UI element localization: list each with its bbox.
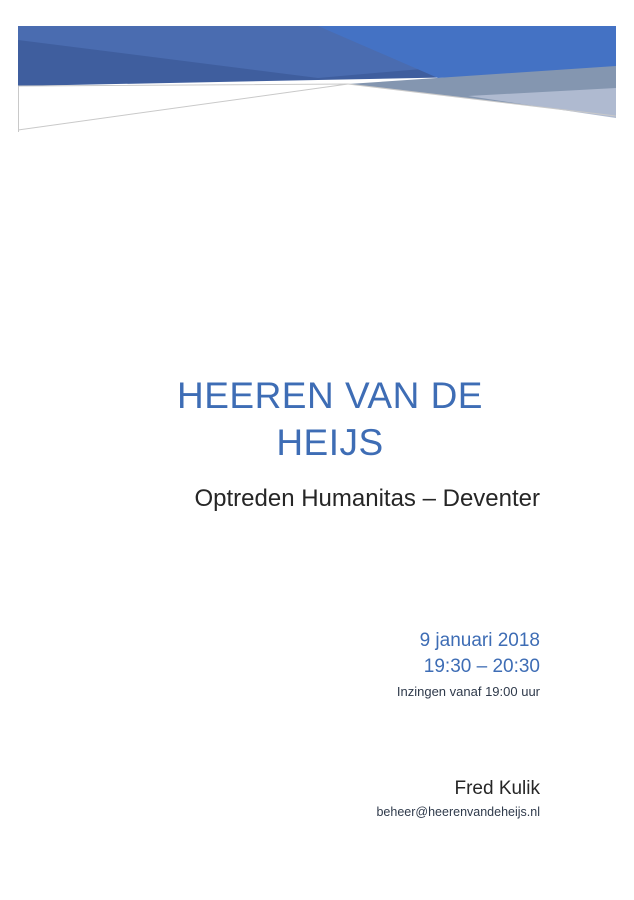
event-time: 19:30 – 20:30 xyxy=(423,656,540,678)
author-block xyxy=(60,776,540,821)
event-details xyxy=(60,628,540,702)
banner-artwork xyxy=(18,26,616,132)
author-name: Fred Kulik xyxy=(454,778,540,799)
page-subtitle: Optreden Humanitas – Deventer xyxy=(194,484,540,512)
decorative-banner xyxy=(18,26,616,132)
author-email: beheer@heerenvandeheijs.nl xyxy=(376,804,540,819)
event-date: 9 januari 2018 xyxy=(419,630,540,651)
title-block xyxy=(60,372,540,514)
event-note: Inzingen vanaf 19:00 uur xyxy=(396,684,540,700)
page-title: HEEREN VAN DE HEIJS xyxy=(177,375,483,464)
